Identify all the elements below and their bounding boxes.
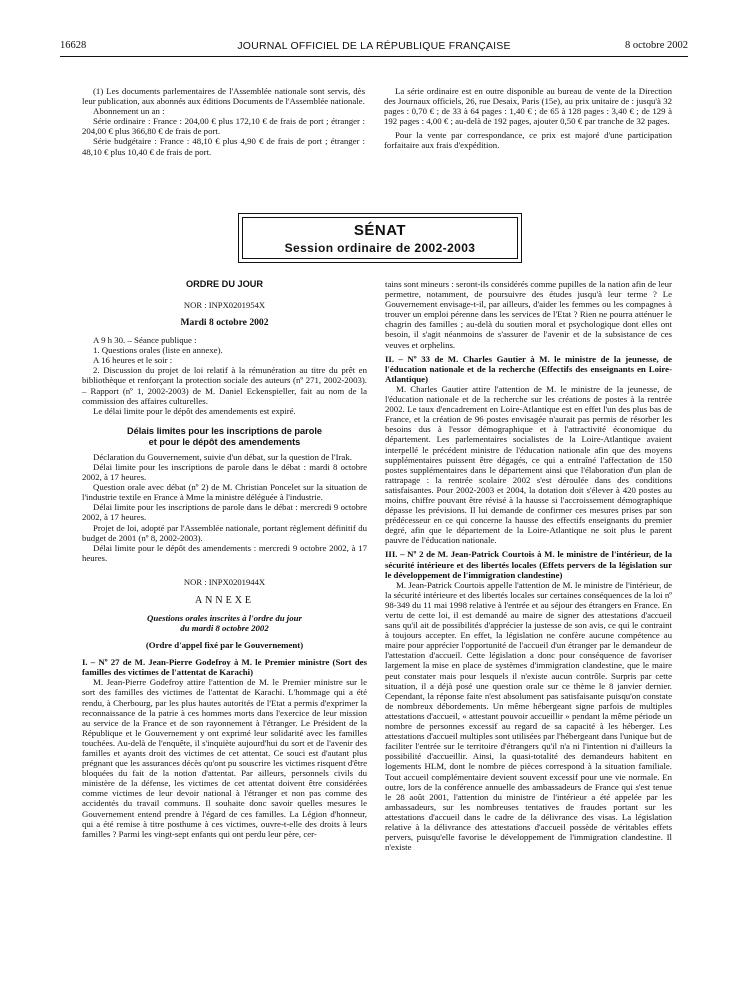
question-2-title: II. – Nº 33 de M. Charles Gautier à M. le ministre de la jeunesse, de l'éducation nationale et de la recherche (Effectifs des enseignants en Loire-Atlantique) [385,353,672,384]
nor-reference: NOR : INPX0201954X [183,300,266,310]
issue-date: 8 octobre 2002 [625,40,688,51]
annexe-heading: ANNEXE [194,594,255,606]
sales-note [384,86,672,151]
agenda-item: 1. Questions orales (liste en annexe). [93,345,223,356]
date-heading: Mardi 8 octobre 2002 [180,317,269,328]
page-number: 16628 [60,40,87,51]
delai-item: Délai limite pour les inscriptions de parole dans le débat : mardi 8 octobre 2002, à 17 heures. [82,461,367,483]
right-column [385,279,672,852]
delai-item: Projet de loi, adopté par l'Assemblée nationale, portant règlement définitif du budget de 2001 (nº 8, 2002-2003). [82,522,367,543]
agenda-item: A 9 h 30. – Séance publique : [93,335,197,346]
question-1-text: M. Jean-Pierre Godefroy attire l'attention de M. le Premier ministre sur le sort des familles des victimes de l'attentat de Karachi. L'hommage qui a été rendu, à Cherbourg, par les plus hautes autorités de l'Etat a permis d'exprimer la reconnaissance de la patrie à ces hommes morts dans l'exercice de leur mission au service de la France et de son rayonnement à l'étranger. Le Président de la République et le Gouvernement y ont exprimé leur solidarité avec les familles touchées. Au-delà de l'enquête, il s'inquiète aujourd'hui du sort et de l'avenir des familles et ayants droit des victimes de cet attentat. Ce souci est d'autant plus prégnant que les assurances décès qu'ont pu souscrire les victimes risquent d'être bloquées du fait de la notion d'attentat. Par ailleurs, personnels civils du ministère de la défense, les victimes de cet attentat doivent être considérées comme victimes de leur devoir national à l'étranger et non pas comme des accidentés du travail communs. Il souhaite donc savoir quelles mesures le Gouvernement entend prendre à l'égard de ces familles. La Légion d'honneur, qui a été remise à titre posthume à ces victimes, ouvre-t-elle des droits à leurs familles ? Parmi les vingt-sept enfants qui ont perdu leur père, cer- [82,677,367,839]
question-1-title: I. – Nº 27 de M. Jean-Pierre Godefroy à M. le Premier ministre (Sort des familles des victimes de l'attentat de Karachi) [82,657,367,678]
question-3-title: III. – Nº 2 de M. Jean-Patrick Courtois à M. le ministre de l'intérieur, de la sécurité intérieure et des libertés locales (Effets pervers de la législation sur le développement de l'immigration clandestine) [385,549,672,580]
questions-heading: Questions orales inscrites à l'ordre du jour [147,612,302,623]
ordre-du-jour-heading: ORDRE DU JOUR [185,279,264,289]
senat-title-box [238,213,522,263]
delai-item: Question orale avec débat (nº 2) de M. Christian Poncelet sur la situation de l'industrie textile en France à Mme la ministre déléguée à l'industrie. [82,482,367,503]
agenda-item: Le délai limite pour le dépôt des amendements est expiré. [93,405,296,416]
agenda-item: A 16 heures et le soir : [93,355,173,366]
delai-item: Délai limite pour le dépôt des amendements : mercredi 9 octobre 2002, à 17 heures. [82,542,367,563]
question-2-text: M. Charles Gautier attire l'attention de M. le ministre de la jeunesse, de l'éducation nationale et de la recherche sur les créations de postes à la rentrée 2002. Le taux d'encadrement en Loire-Atlantique est en effet l'un des plus bas de France, et la création de 96 postes envisagée n'aurait pas permis de résorber les besoins dus à l'essor démographique et à l'attractivité économique du département. Les parlementaires socialistes de la Loire-Atlantique avaient interpellé le précédent ministre de l'éducation nationale afin que des moyens supplémentaires puissent être dégagés, ce qui a entraîné l'affectation de 150 postes supplémentaires dans le département ainsi que l'élaboration d'un plan de rattrapage : la rentrée scolaire 2002 s'est déroulée dans des conditions satisfaisantes. Pour 2002-2003 et 2004, la dotation doit s'élever à 420 postes au moins, chiffre pouvant être révisé à la hausse si l'accroissement démographique dépasse les prévisions. Il lui demande de confirmer ces mesures prises par son prédécesseur en ce qui concerne la hausse des effectifs enseignants du premier degré, afin que le département de la Loire-Atlantique ne soit plus le parent pauvre de l'éducation nationale. [385,383,672,546]
delai-item: Déclaration du Gouvernement, suivie d'un débat, sur la question de l'Irak. [93,451,352,462]
agenda-item: 2. Discussion du projet de loi relatif à la rémunération au titre du prêt en bibliothèque et renforçant la protection sociale des auteurs (nº 271, 2002-2003). – Rapport (nº 1, 2002-2003) de M. Daniel Eckenspieller, fait au nom de la commission des affaires culturelles. [82,365,367,406]
header-rule [60,56,688,57]
delais-heading: Délais limites pour les inscriptions de parole [126,425,323,436]
unit-price-text: La série ordinaire est en outre disponible au bureau de vente de la Direction des Journaux officiels, 26, rue Desaix, Paris (15e), au prix unitaire de : jusqu'à 32 pages : 0,70 € ; de 33 à 64 pages : 1,40 € ; de 65 à 128 pages : 3,40 € ; de 129 à 192 pages : 4,00 € ; au-delà de 192 pages, ajouter 0,50 € par tranche de 32 pages. [384,86,672,127]
questions-heading-2: du mardi 8 octobre 2002 [180,622,269,633]
appel-heading: (Ordre d'appel fixé par le Gouvernement) [145,640,304,651]
page-header [60,40,688,54]
subscription-label: Abonnement un an : [93,106,165,117]
session-title: Session ordinaire de 2002-2003 [284,241,476,255]
question-1-continued: tains sont mineurs : seront-ils considérés comme pupilles de la nation afin de leur permettre, notamment, de poursuivre des études jusqu'à leur terme ? Le Gouvernement envisage-t-il, par ailleurs, d'aider les femmes ou les compagnes à trouver un emploi pérenne dans les services de l'Etat ? Rien ne pourra atténuer le chagrin des familles ; au-delà du soutien moral et psychologique dont elles ont besoin, il s'agit néanmoins de s'assurer de l'avenir et de la subsistance de ces veuves et orphelins. [385,279,672,350]
question-3-text: M. Jean-Patrick Courtois appelle l'attention de M. le ministre de l'intérieur, de la sécurité intérieure et des libertés locales sur certaines conséquences de la loi nº 98-349 du 11 mai 1998 relative à l'entrée et au séjour des étrangers en France. En vertu de cette loi, il est demandé au maire de signer des attestations d'accueil sans qu'il ait de possibilités d'apprécier la justesse de son avis, ce qui le contraint à toujours accepter. En effet, la législation ne confère aucune compétence au maire pour apprécier l'opportunité de l'accueil d'un étranger par le demandeur de l'attestation d'accueil. Cette législation a donc pour conséquence de favoriser largement la mise en place de systèmes d'immigration clandestine, que le maire peut constater mais pour lesquels il n'existe aucun contrôle. Surpris par cette situation, il a déjà posé une question orale sur ce thème le 8 janvier dernier. Cependant, la réponse faite n'est absolument pas satisfaisante puisqu'on constate de nombreux débordements. Un même hébergeant signe parfois de multiples attestations d'accueil, « attestant pouvoir accueillir » pendant la même période un nombre de personnes excessif au regard de sa capacité à les héberger. Les attestations d'accueil multiples sont utilisées par l'hébergeant dans l'unique but de faciliter l'entrée sur le territoire d'étrangers qu'il n'a ni l'intention ni d'ailleurs la possibilité d'accueillir. Ainsi, la quasi-totalité des demandeurs habitent en logements HLM, dont le nombre de pièces correspond à la situation familiale. Tout accueil complémentaire devient souvent excessif pour une vie normale. En outre, lors de la conférence annuelle des ambassadeurs de France qui s'est tenue le 28 août 2001, l'attention du ministre de l'intérieur a été appelée par les ambassadeurs, sur les nombreuses tentatives de fraudes portant sur les attestations d'accueil dans le cadre de la délivrance des visas. La législation relative à la délivrance des attestations d'accueil possède de véritables effets pervers, puisqu'elle favorise le développement de l'immigration clandestine. Il n'existe [385,579,672,853]
delai-item: Délai limite pour les inscriptions de parole dans le débat : mercredi 9 octobre 2002, à 17 heures. [82,502,367,523]
mail-order-text: Pour la vente par correspondance, ce prix est majoré d'une participation forfaitaire aux frais d'expédition. [384,130,672,151]
left-column [82,279,367,839]
journal-title: JOURNAL OFFICIEL DE LA RÉPUBLIQUE FRANÇAISE [237,40,511,52]
footnote-text: (1) Les documents parlementaires de l'Assemblée nationale sont servis, dès leur publication, aux abonnés aux éditions Documents de l'Assemblée nationale. [82,86,365,107]
serie-budgetaire-price: Série budgétaire : France : 48,10 € plus 4,90 € de frais de port ; étranger : 48,10 € plus 10,40 € de frais de port. [82,136,365,157]
serie-ordinaire-price: Série ordinaire : France : 204,00 € plus 172,10 € de frais de port ; étranger : 204,00 € plus 366,80 € de frais de port. [82,116,365,137]
delais-heading-2: et pour le dépôt des amendements [148,436,301,447]
subscription-note [82,86,365,157]
nor-reference-2: NOR : INPX0201944X [183,576,266,587]
senat-title: SÉNAT [353,222,407,239]
